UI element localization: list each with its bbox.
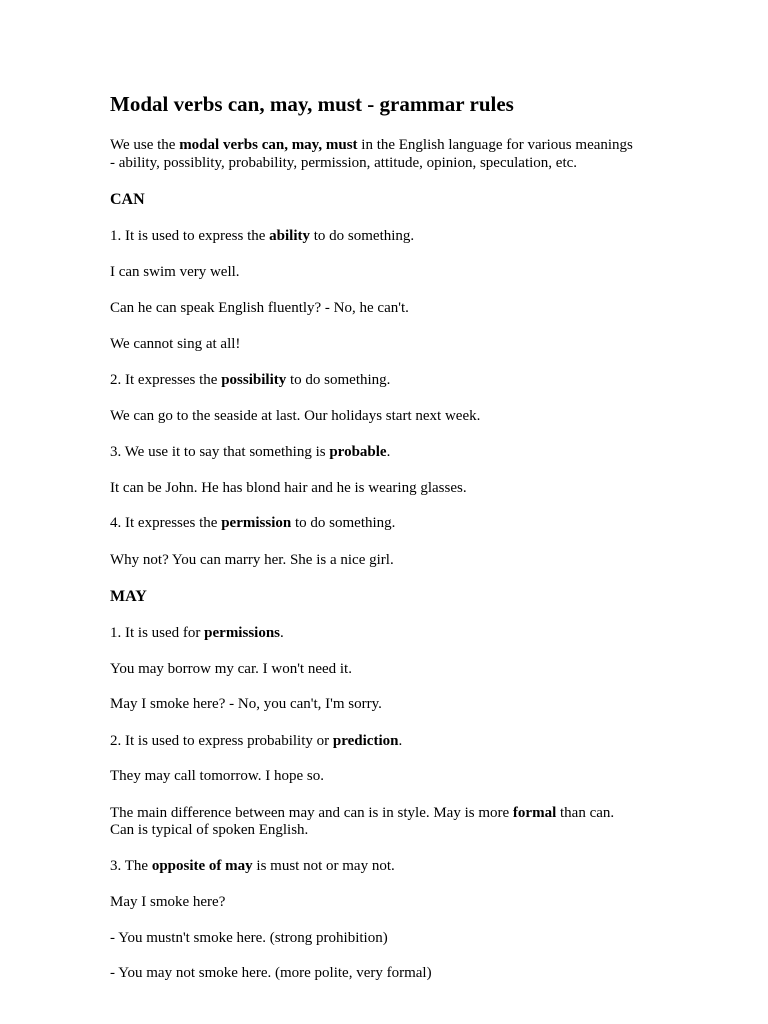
rule-keyword: formal <box>512 805 557 821</box>
can-rule-3 <box>110 443 390 461</box>
rule-text: to do something. <box>291 515 396 531</box>
can-rule-2 <box>110 371 390 389</box>
can-example-1: I can swim very well. <box>110 264 240 280</box>
rule-keyword: possibility <box>221 372 287 388</box>
rule-text: . <box>386 444 391 460</box>
may-example-3: They may call tomorrow. I hope so. <box>110 768 324 784</box>
intro-paragraph <box>110 136 633 154</box>
rule-keyword: permission <box>221 515 292 531</box>
page-title: Modal verbs can, may, must - grammar rules <box>110 92 514 116</box>
intro-text: We use the <box>110 137 180 153</box>
rule-text: 1. It is used for <box>110 625 205 641</box>
rule-text: 4. It expresses the <box>110 515 222 531</box>
rule-text: . <box>280 625 284 641</box>
may-difference-paragraph <box>110 804 614 822</box>
can-example-3: We cannot sing at all! <box>110 336 241 352</box>
rule-keyword: permissions <box>204 625 280 641</box>
rule-keyword: probable <box>329 444 387 460</box>
rule-text: to do something. <box>309 228 415 244</box>
may-example-6: - You may not smoke here. (more polite, very formal) <box>110 965 432 981</box>
can-example-2: Can he can speak English fluently? - No, he can't. <box>110 300 409 316</box>
rule-keyword: ability <box>269 228 310 244</box>
rule-keyword: prediction <box>332 733 399 749</box>
rule-text: . <box>398 733 403 749</box>
may-example-5: - You mustn't smoke here. (strong prohibition) <box>110 930 388 946</box>
rule-text: 2. It is used to express probability or <box>110 733 333 749</box>
section-heading-can: CAN <box>110 191 145 208</box>
section-heading-may: MAY <box>110 588 147 605</box>
can-example-4: We can go to the seaside at last. Our holidays start next week. <box>110 408 481 424</box>
rule-text: 3. The <box>110 858 152 874</box>
may-rule-3 <box>110 857 395 875</box>
rule-text: 3. We use it to say that something is <box>110 444 330 460</box>
may-rule-2 <box>110 732 402 750</box>
rule-text: than can. <box>556 805 615 821</box>
can-rule-1 <box>110 227 414 245</box>
rule-text: is must not or may not. <box>252 858 395 874</box>
can-rule-4 <box>110 514 395 532</box>
may-rule-1 <box>110 624 284 642</box>
can-example-6: Why not? You can marry her. She is a nice girl. <box>110 552 394 568</box>
may-difference-paragraph-line2: Can is typical of spoken English. <box>110 822 309 838</box>
intro-text-continued: in the English language for various meanings <box>357 137 633 153</box>
rule-text: The main difference between may and can is in style. May is more <box>110 805 513 821</box>
intro-bold-text: modal verbs can, may, must <box>179 137 358 153</box>
rule-keyword: opposite of may <box>151 858 253 874</box>
rule-text: 1. It is used to express the <box>110 228 270 244</box>
may-example-4: May I smoke here? <box>110 894 226 910</box>
rule-text: 2. It expresses the <box>110 372 222 388</box>
intro-paragraph-line2: - ability, possiblity, probability, permission, attitude, opinion, speculation, etc. <box>110 155 578 171</box>
may-example-1: You may borrow my car. I won't need it. <box>110 661 352 677</box>
can-example-5: It can be John. He has blond hair and he is wearing glasses. <box>110 480 467 496</box>
rule-text: to do something. <box>286 372 391 388</box>
may-example-2: May I smoke here? - No, you can't, I'm sorry. <box>110 696 382 712</box>
